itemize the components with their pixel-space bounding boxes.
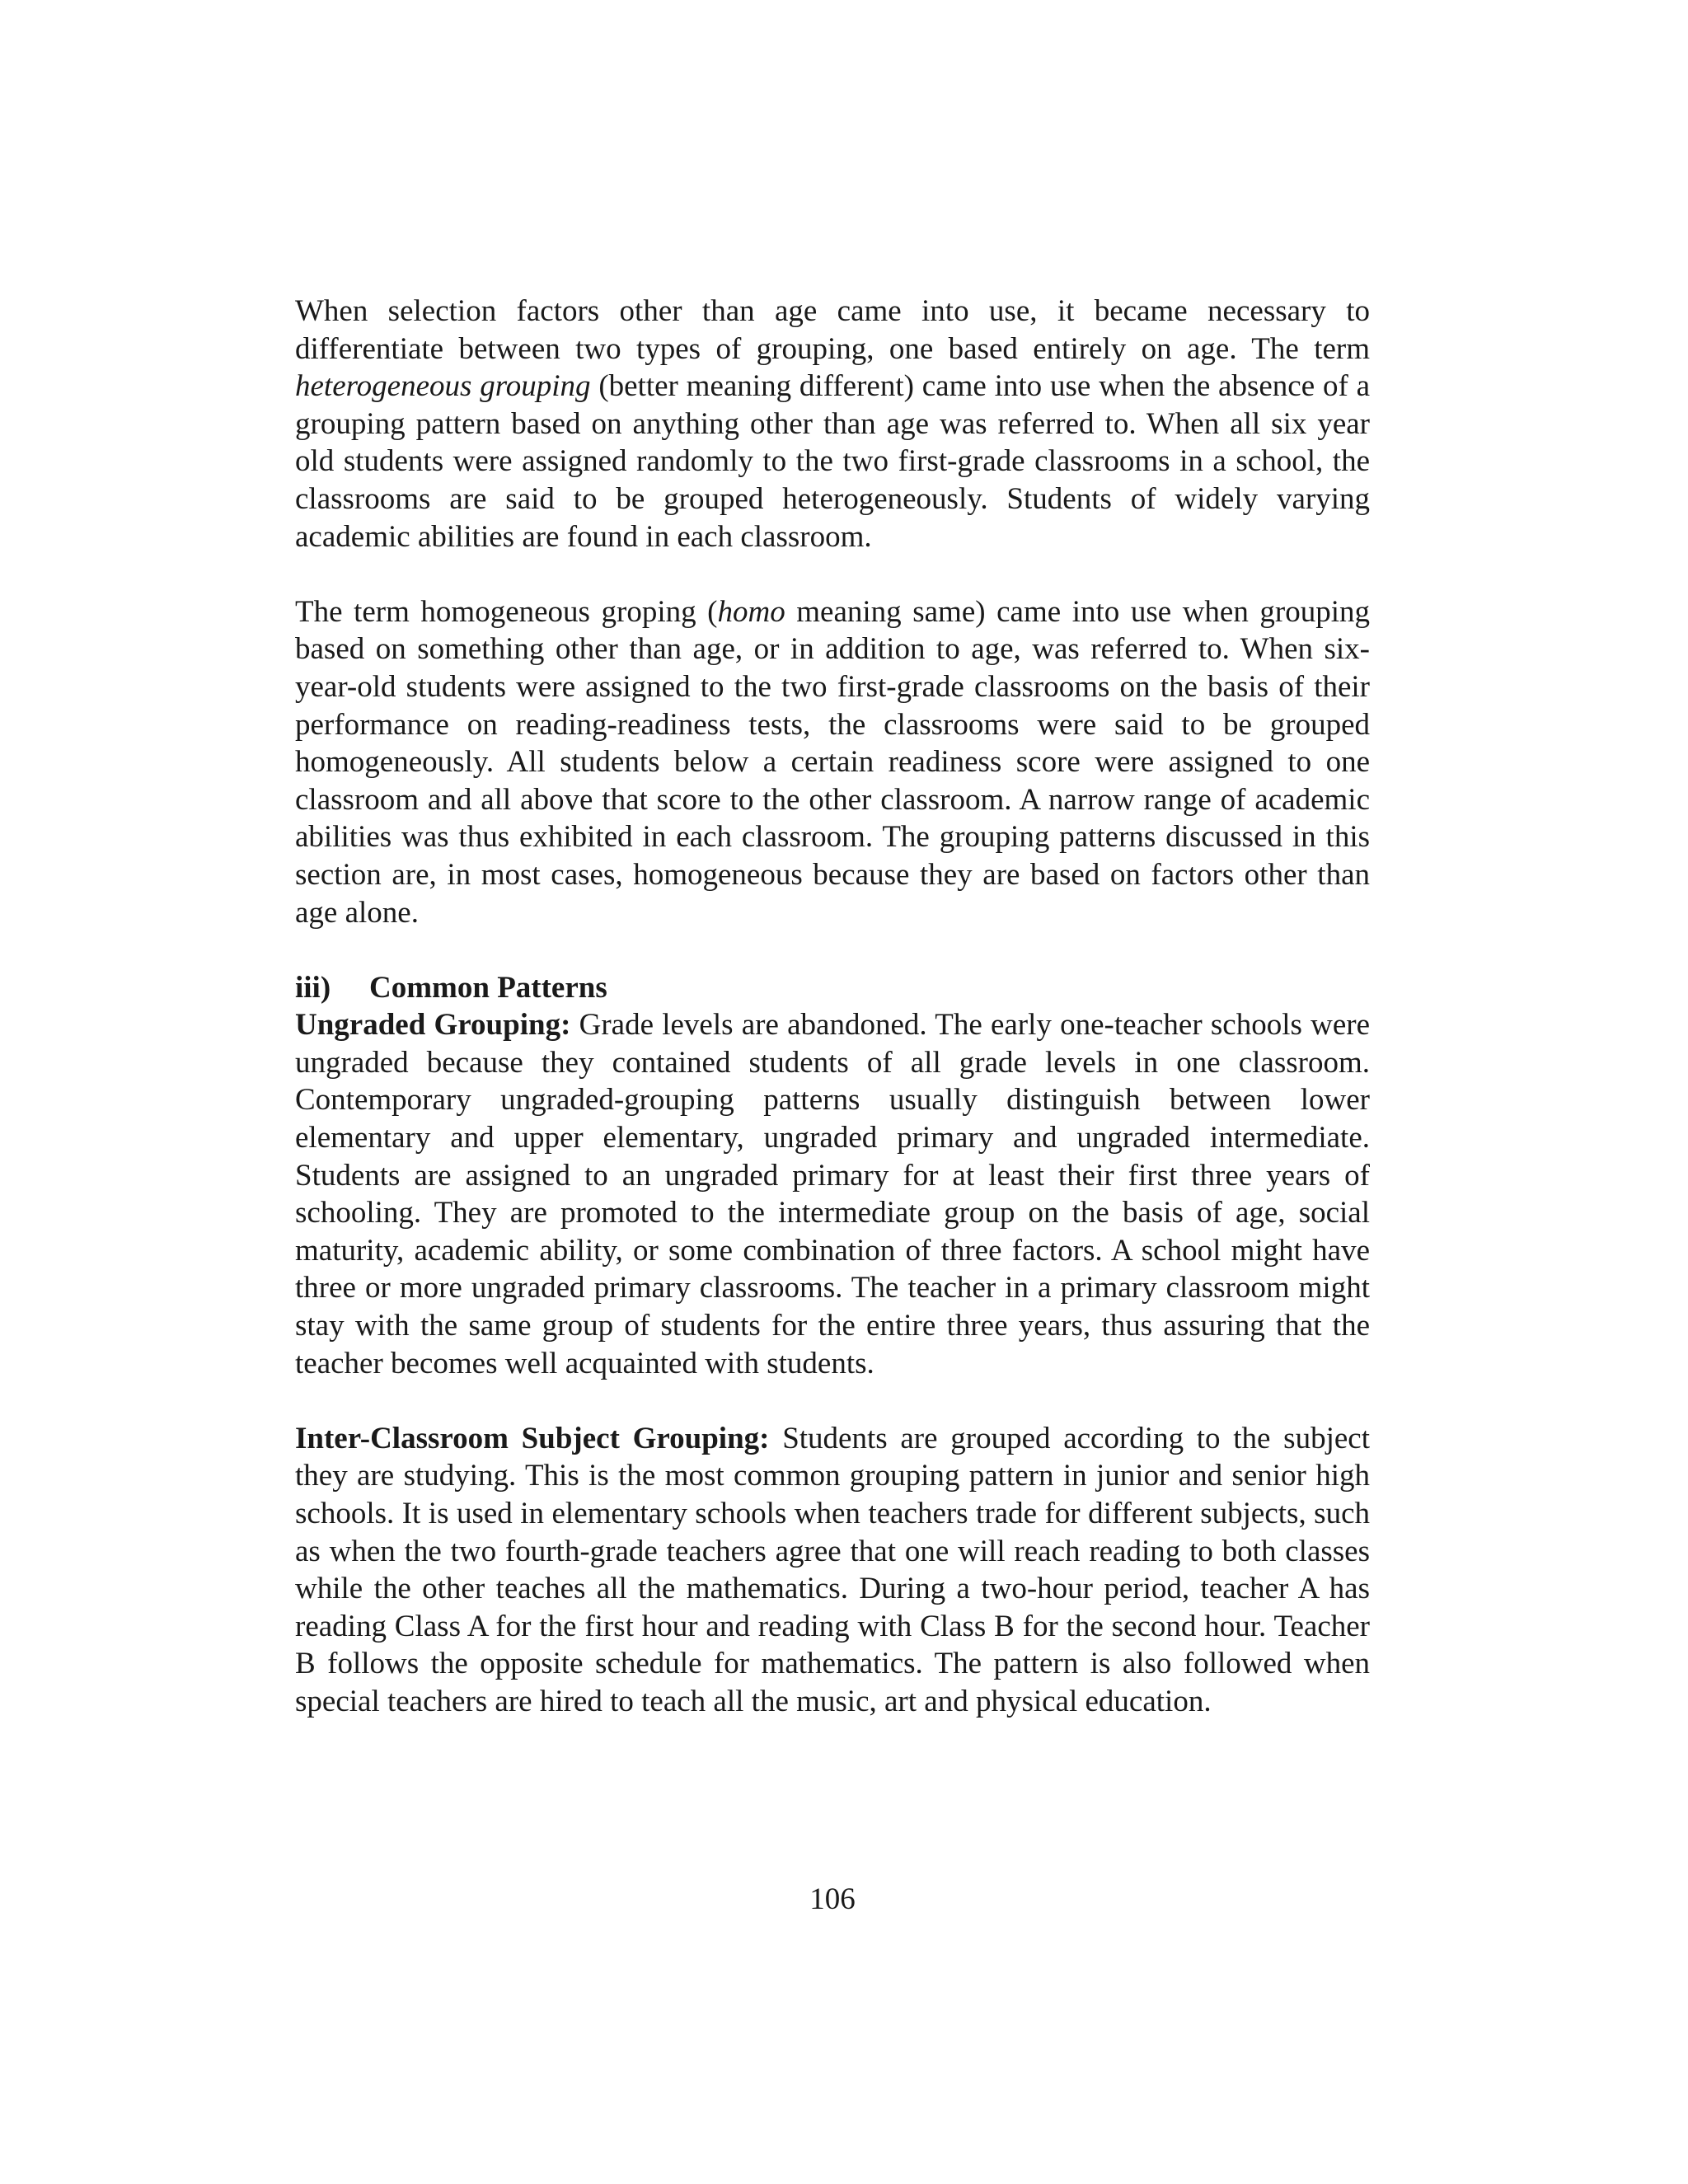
- section-heading: [295, 969, 1370, 1007]
- term-label: Ungraded Grouping:: [295, 1008, 571, 1043]
- paragraph-gap: [295, 555, 1370, 593]
- document-body: [295, 293, 1370, 1721]
- paragraph-heterogeneous: [295, 293, 1370, 555]
- paragraph-text: The term homogeneous groping (: [295, 594, 718, 629]
- section-title: Common Patterns: [369, 970, 607, 1005]
- paragraph-ungraded-grouping: [295, 1006, 1370, 1382]
- paragraph-inter-classroom-grouping: [295, 1420, 1370, 1721]
- paragraph-homogeneous: [295, 593, 1370, 931]
- paragraph-text: Students are grouped according to the subject they are studying. This is the most common grouping pattern in junior and senior high schools. It is used in elementary schools when teachers trade for different subjects, such as when the two fourth-grade teachers agree that one will reach reading to both classes while the other teaches all the mathematics. During a two-hour period, teacher A has reading Class A for the first hour and reading with Class B for the second hour. Teacher B follows the opposite schedule for mathematics. The pattern is also followed when special teachers are hired to teach all the music, art and physical education.: [295, 1421, 1370, 1718]
- italic-term: homo: [717, 594, 785, 629]
- italic-term: heterogeneous grouping: [295, 369, 591, 404]
- page-number: 106: [809, 1882, 856, 1916]
- paragraph-text: Grade levels are abandoned. The early one-teacher schools were ungraded because they contained students of all grade levels in one classroom. Contemporary ungraded-grouping patterns usually distinguish between lower elementary and upper elementary, ungraded primary and ungraded intermediate. Students are assigned to an ungraded primary for at least their first three years of schooling. They are promoted to the intermediate group on the basis of age, social maturity, academic ability, or some combination of three factors. A school might have three or more ungraded primary classrooms. The teacher in a primary classroom might stay with the same group of students for the entire three years, thus assuring that the teacher becomes well acquainted with students.: [295, 1008, 1370, 1380]
- paragraph-text: meaning same) came into use when grouping based on something other than age, or in addition to age, was referred to. When six-year-old students were assigned to the two first-grade classrooms on the basis of their performance on reading-readiness tests, the classrooms were said to be grouped homogeneously. All students below a certain readiness score were assigned to one classroom and all above that score to the other classroom. A narrow range of academic abilities was thus exhibited in each classroom. The grouping patterns discussed in this section are, in most cases, homogeneous because they are based on factors other than age alone.: [295, 594, 1370, 930]
- paragraph-gap: [295, 931, 1370, 969]
- term-label: Inter-Classroom Subject Grouping:: [295, 1421, 770, 1455]
- paragraph-gap: [295, 1382, 1370, 1420]
- paragraph-text: When selection factors other than age came into use, it became necessary to differentiate between two types of grouping, one based entirely on age. The term: [295, 294, 1370, 366]
- section-number: iii): [295, 970, 331, 1005]
- paragraph-text: (better meaning different) came into use when the absence of a grouping pattern based on anything other than age was referred to. When all six year old students were assigned randomly to the two first-grade classrooms in a school, the classrooms are said to be grouped heterogeneously. Students of widely varying academic abilities are found in each classroom.: [295, 369, 1371, 554]
